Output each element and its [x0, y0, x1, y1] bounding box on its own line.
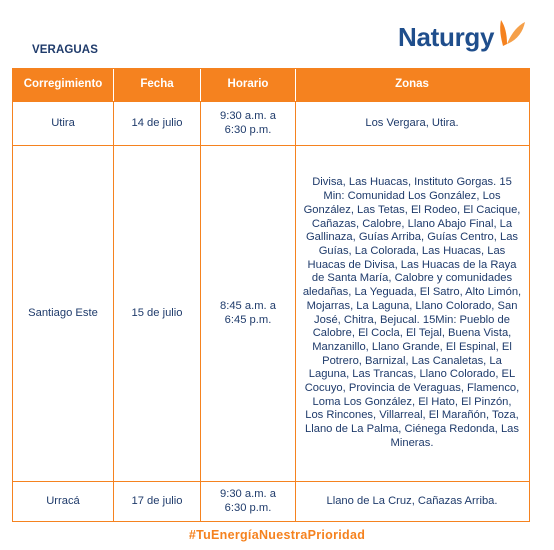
table-row [13, 145, 529, 481]
column-header-corregimiento: Corregimiento [13, 69, 114, 101]
header [0, 0, 554, 68]
cell-corregimiento: Utira [13, 102, 114, 145]
table-row [13, 101, 529, 145]
column-header-fecha: Fecha [114, 69, 201, 101]
cell-horario: 9:30 a.m. a 6:30 p.m. [201, 482, 296, 521]
cell-fecha: 15 de julio [114, 146, 201, 481]
logo-text: Naturgy [398, 22, 495, 52]
naturgy-logo [398, 16, 527, 56]
cell-zonas: Llano de La Cruz, Cañazas Arriba. [326, 494, 498, 507]
column-header-horario: Horario [201, 69, 296, 101]
cell-zonas: Divisa, Las Huacas, Instituto Gorgas. 15 Min: Comunidad Los González, Los González, Las Tetas, El Rodeo, El Cacique, Cañazas, Calobre, Llano Abajo Final, La Gallinaza, Guías Arriba, Guías Centro, Las Guías, La Colorada, Las Huacas, Las Huacas de Divisa, Las Huacas de la Raya de Santa María, Calobre y comunidades aledañas, La Yeguada, El Satro, Alto Limón, Mojarras, La Laguna, Llano Colorado, San José, Chitra, Bejucal. 15Min: Pueblo de Calobre, El Cocla, El Tejal, Buena Vista, Manzanillo, Llano Grande, El Espinal, El Potrero, Barnizal, Las Canaletas, La Laguna, Las Trancas, Llano Colorado, EL Cocuyo, Provincia de Veraguas, Flamenco, Loma Los González, El Hato, El Pinzón, Los Rincones, Villarreal, El Marañón, Toza, Llano de La Palma, Ciénega Redonda, Las Mineras. [302, 176, 522, 449]
table-row [13, 481, 529, 521]
cell-horario: 9:30 a.m. a 6:30 p.m. [201, 102, 296, 145]
schedule-table [12, 68, 530, 522]
cell-corregimiento: Santiago Este [13, 146, 114, 481]
cell-horario: 8:45 a.m. a 6:45 p.m. [201, 146, 296, 481]
cell-fecha: 17 de julio [114, 482, 201, 521]
cell-corregimiento: Urracá [13, 482, 114, 521]
butterfly-logo-icon [495, 16, 527, 50]
table-header-row [13, 69, 529, 101]
region-title: VERAGUAS [32, 44, 98, 56]
cell-zonas: Los Vergara, Utira. [365, 116, 459, 129]
cell-fecha: 14 de julio [114, 102, 201, 145]
column-header-zonas: Zonas [395, 78, 429, 91]
footer-hashtag: #TuEnergíaNuestraPrioridad [188, 528, 366, 542]
